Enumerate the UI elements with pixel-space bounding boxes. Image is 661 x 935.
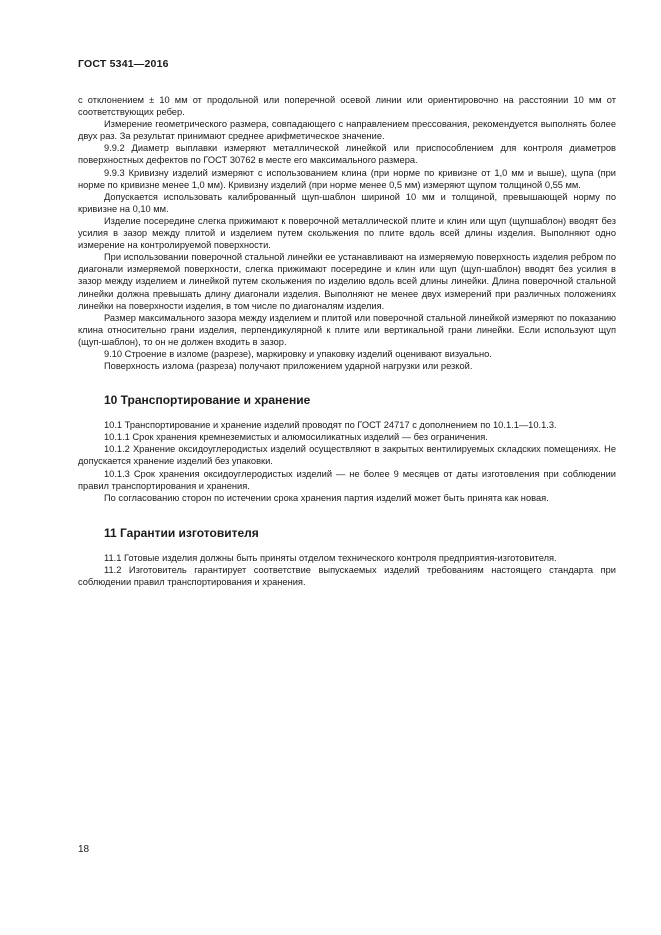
paragraph: с отклонением ± 10 мм от продольной или поперечной осевой линии или ориентировочно на расстоянии 10 мм от соответствующих ребер. xyxy=(78,95,616,118)
paragraph: Изделие посередине слегка прижимают к поверочной металлической плите и клин или щуп (щупшаблон) вводят без усилия в зазор между плитой и изделием путем скольжения по плите вдоль всей длины изделия. Выполняют одно измерение на контролируемой поверхности. xyxy=(78,215,616,251)
paragraph: По согласованию сторон по истечении срока хранения партия изделий может быть принята как новая. xyxy=(104,492,549,503)
paragraph: 11.2 Изготовитель гарантирует соответствие выпускаемых изделий требованиям настоящего стандарта при соблюдении правил транспортирования и хранения. xyxy=(78,564,616,587)
paragraph: При использовании поверочной стальной линейки ее устанавливают на измеряемую поверхность изделия ребром по диагонали измеряемой поверхности, слегка прижимают посередине и клин или щуп (щуп-шаблон) вводят без усилия в зазор между изделием и линейкой путем скольжения по изделию вдоль всей длины линейки. Длина поверочной стальной линейки должна превышать длину диагонали изделия. Выполняют не менее двух измерений при различных положениях линейки на поверхности изделия, в том числе по диагоналям изделия. xyxy=(78,252,616,311)
paragraph: 10.1.3 Срок хранения оксидоуглеродистых изделий — не более 9 месяцев от даты изготовления при соблюдении правил транспортирования и хранения. xyxy=(78,468,616,491)
paragraph: 11.1 Готовые изделия должны быть приняты отделом технического контроля предприятия-изготовителя. xyxy=(104,552,557,563)
section-heading: 11 Гарантии изготовителя xyxy=(104,525,259,540)
paragraph: 10.1.1 Срок хранения кремнеземистых и алюмосиликатных изделий — без ограничения. xyxy=(104,432,488,443)
paragraph: Размер максимального зазора между изделием и плитой или поверочной стальной линейкой измеряют по показанию клина относительно грани изделия, перпендикулярной к плите или вертикальной грани линейки. Если используют щуп (щуп-шаблон), то он не должен входить в зазор. xyxy=(78,312,616,347)
page-number: 18 xyxy=(78,844,90,855)
paragraph: 9.10 Строение в изломе (разрезе), маркировку и упаковку изделий оценивают визуально. xyxy=(104,348,492,359)
paragraph: 9.9.3 Кривизну изделий измеряют с использованием клина (при норме по кривизне от 1,0 мм и выше), щупа (при норме по кривизне менее 1,0 мм). Кривизну изделий (при норме менее 0,5 мм) измеряют щупом толщиной 0,55 мм. xyxy=(78,167,616,190)
document-header: ГОСТ 5341—2016 xyxy=(78,58,169,70)
paragraph: Поверхность излома (разреза) получают приложением ударной нагрузки или резкой. xyxy=(104,361,473,372)
paragraph: 9.9.2 Диаметр выплавки измеряют металлической линейкой или приспособлением для контроля диаметров поверхностных дефектов по ГОСТ 30762 в месте его максимального размера. xyxy=(78,143,616,166)
section-heading: 10 Транспортирование и хранение xyxy=(104,393,311,408)
paragraph: 10.1 Транспортирование и хранение изделий проводят по ГОСТ 24717 с дополнением по 10.1.1—10.1.3. xyxy=(104,420,557,431)
paragraph: 10.1.2 Хранение оксидоуглеродистых изделий осуществляют в закрытых вентилируемых складских помещениях. Не допускается хранение изделий без упаковки. xyxy=(78,444,616,467)
paragraph: Допускается использовать калиброванный щуп-шаблон шириной 10 мм и толщиной, превышающей норму по кривизне на 0,10 мм. xyxy=(78,191,616,214)
paragraph: Измерение геометрического размера, совпадающего с направлением прессования, рекомендуется выполнять более двух раз. За результат принимают среднее арифметическое значение. xyxy=(78,119,616,142)
document-page xyxy=(78,58,616,588)
